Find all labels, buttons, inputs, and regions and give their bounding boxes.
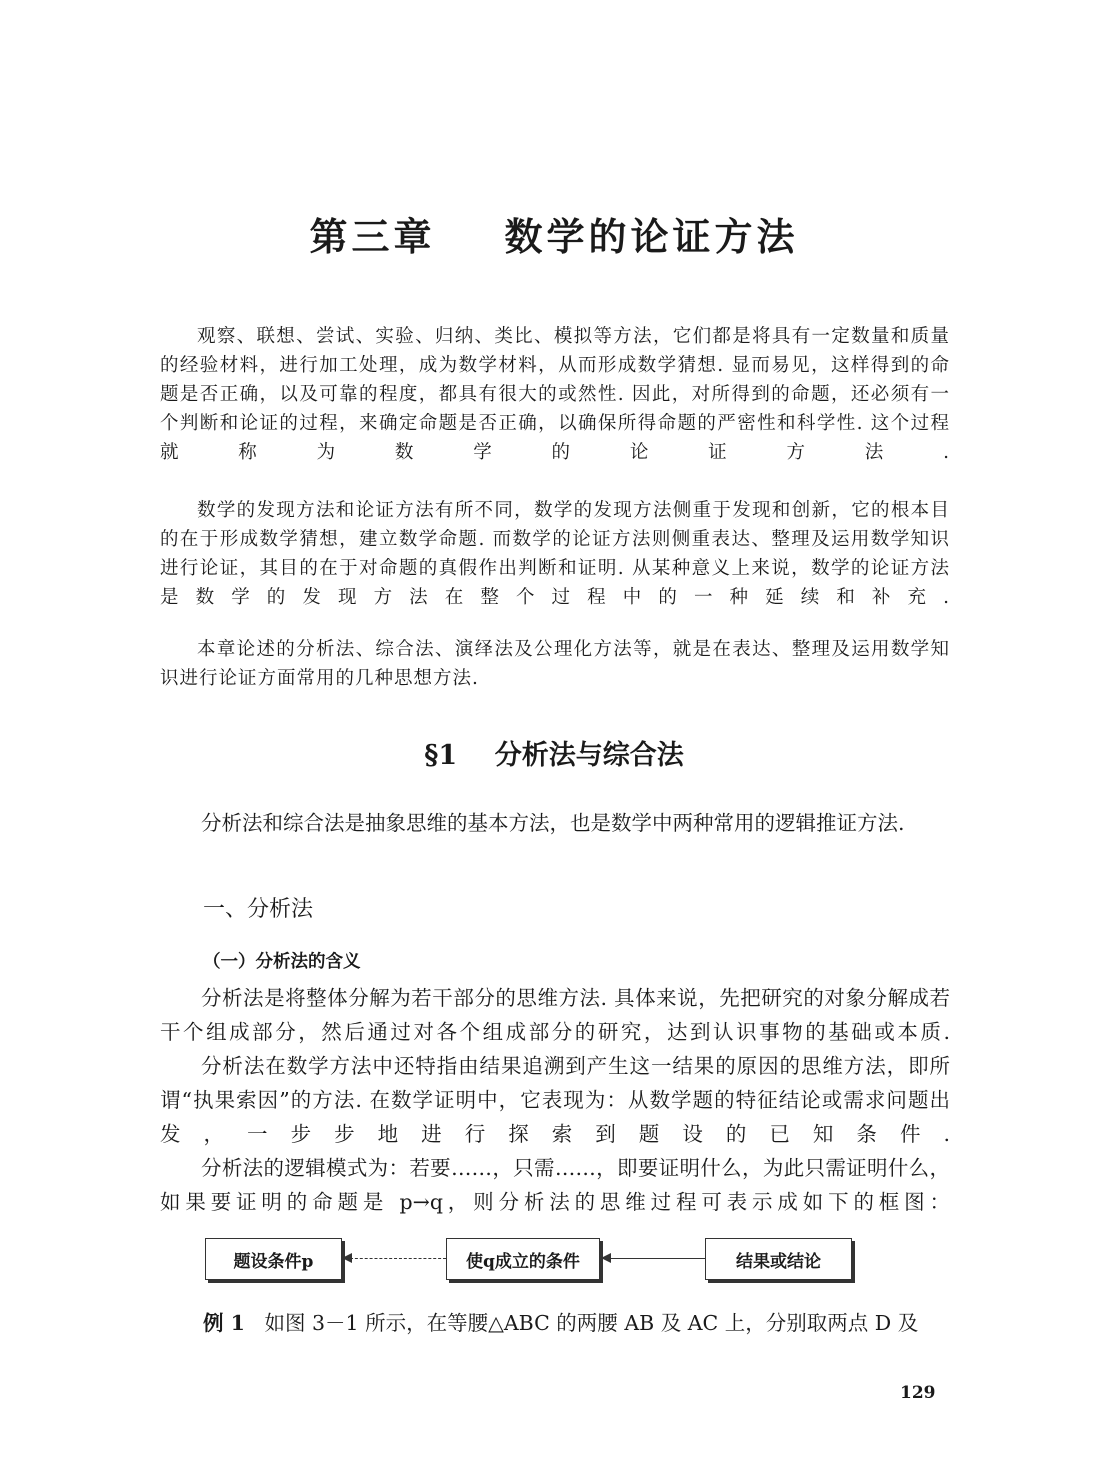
body-paragraph-2: 分析法在数学方法中还特指由结果追溯到产生这一结果的原因的思维方法，即所谓“执果索因”的方法. 在数学证明中，它表现为：从数学题的特征结论或需求问题出发，一步步地进行探索到题设的已知条件.: [160, 1054, 950, 1146]
flowchart-box-conclusion: 结果或结论: [705, 1238, 852, 1280]
body-paragraph-3: 分析法的逻辑模式为：若要……，只需……，即要证明什么，为此只需证明什么，如果要证明的命题是 p→q，则分析法的思维过程可表示成如下的框图：: [160, 1156, 950, 1214]
body-paragraph-1: 分析法是将整体分解为若干部分的思维方法. 具体来说，先把研究的对象分解成若干个组成部分，然后通过对各个组成部分的研究，达到认识事物的基础或本质.: [160, 986, 950, 1044]
flowchart-arrowhead-2: [601, 1253, 611, 1263]
flowchart-connector-2: [610, 1258, 705, 1259]
example-text: 如图 3－1 所示，在等腰△ABC 的两腰 AB 及 AC 上，分别取两点 D 及: [264, 1311, 919, 1335]
subsection-heading: 一、分析法: [203, 897, 314, 922]
flowchart-arrowhead-1: [342, 1253, 352, 1263]
flowchart-connector-1: [350, 1258, 446, 1259]
example-label: 例 1: [203, 1311, 245, 1335]
example: [203, 1306, 918, 1336]
section-intro-paragraph: 分析法和综合法是抽象思维的基本方法，也是数学中两种常用的逻辑推证方法.: [201, 811, 905, 835]
page-number: 129: [900, 1383, 936, 1403]
chapter-title: 第三章 数学的论证方法: [309, 214, 799, 259]
subsubsection-heading: （一）分析法的含义: [203, 952, 361, 972]
section-title: §1 分析法与综合法: [424, 740, 684, 771]
flowchart-box-premise: 题设条件p: [205, 1238, 342, 1280]
intro-paragraph-2: 数学的发现方法和论证方法有所不同，数学的发现方法侧重于发现和创新，它的根本目的在于形成数学猜想，建立数学命题. 而数学的论证方法则侧重表达、整理及运用数学知识进行论证，其目的在于对命题的真假作出判断和证明. 从某种意义上来说，数学的论证方法是数学的发现方法在整个过程中的一种延续和补充.: [160, 500, 950, 608]
intro-paragraph-3: 本章论述的分析法、综合法、演绎法及公理化方法等，就是在表达、整理及运用数学知识进行论证方面常用的几种思想方法.: [160, 639, 950, 689]
flowchart-box-condition: 使q成立的条件: [446, 1238, 600, 1280]
intro-paragraph-1: 观察、联想、尝试、实验、归纳、类比、模拟等方法，它们都是将具有一定数量和质量的经验材料，进行加工处理，成为数学材料，从而形成数学猜想. 显而易见，这样得到的命题是否正确，以及可靠的程度，都具有很大的或然性. 因此，对所得到的命题，还必须有一个判断和论证的过程，来确定命题是否正确，以确保所得命题的严密性和科学性. 这个过程就称为数学的论证方法.: [160, 326, 950, 463]
